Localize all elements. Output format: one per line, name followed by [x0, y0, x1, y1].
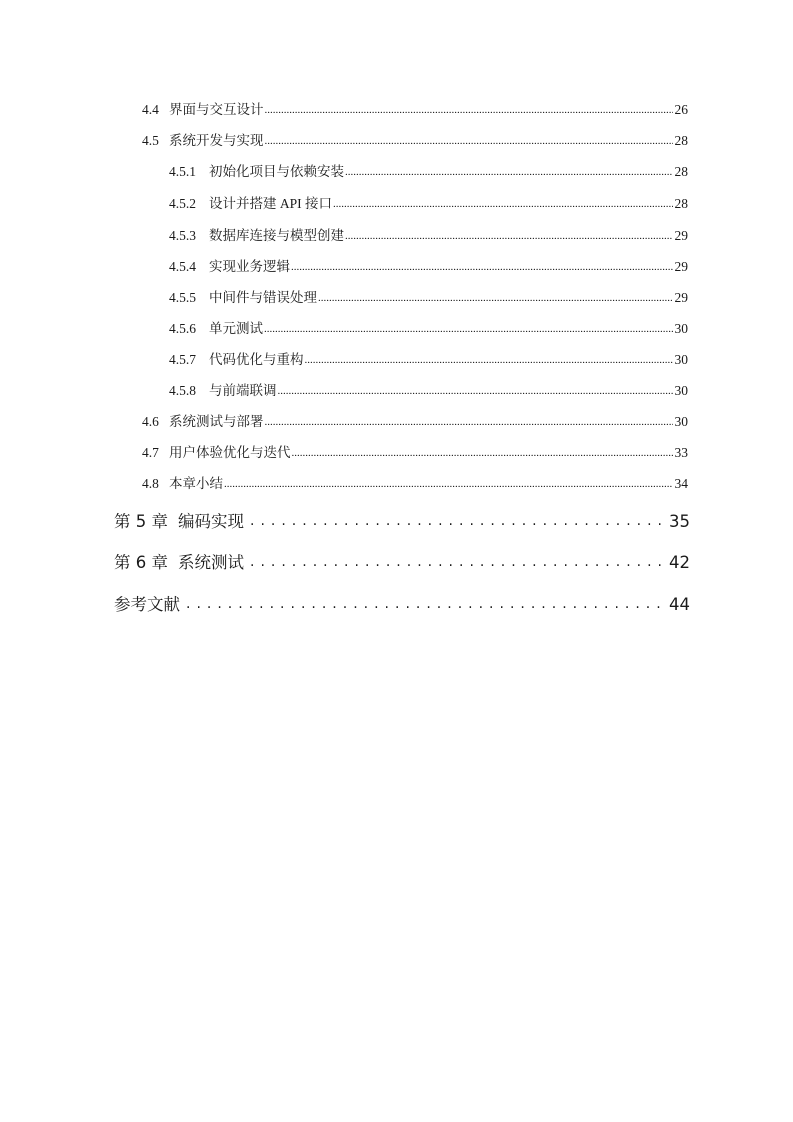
toc-section-number: 4.5.1: [169, 164, 196, 179]
toc-entry-4-5[interactable]: [142, 131, 688, 151]
toc-page-number: 30: [674, 321, 688, 336]
toc-page-number: 29: [674, 228, 688, 243]
toc-dot-leader: [278, 381, 674, 401]
toc-dot-leader: [265, 412, 674, 432]
toc-dot-leader: [345, 162, 673, 182]
toc-dot-leader: [265, 131, 674, 151]
toc-entry-4-5-2[interactable]: [169, 194, 688, 214]
toc-dot-leader: [250, 549, 665, 575]
toc-section-title: 与前端联调: [209, 383, 277, 398]
toc-chapter-5[interactable]: [114, 509, 690, 535]
toc-entry-4-7[interactable]: [142, 443, 688, 463]
toc-entry-4-5-8[interactable]: [169, 381, 688, 401]
toc-dot-leader: [224, 474, 673, 494]
toc-section-number: 4.4: [142, 102, 159, 117]
toc-section-title: 设计并搭建 API 接口: [209, 196, 333, 211]
toc-section-number: 4.5.5: [169, 290, 196, 305]
toc-dot-leader: [318, 288, 673, 308]
toc-section-title: 本章小结: [169, 476, 223, 491]
toc-section-number: 4.5.3: [169, 228, 196, 243]
toc-page-number: 42: [669, 553, 690, 572]
toc-section-title: 实现业务逻辑: [209, 259, 290, 274]
toc-entry-4-5-4[interactable]: [169, 257, 688, 277]
toc-section-title: 系统开发与实现: [169, 133, 264, 148]
toc-chapter-6[interactable]: [114, 550, 690, 576]
toc-section-title: 代码优化与重构: [209, 352, 304, 367]
toc-page-number: 34: [674, 476, 688, 491]
toc-dot-leader: [305, 350, 674, 370]
toc-section-number: 4.5.8: [169, 383, 196, 398]
toc-chapter-number: 第 5 章: [114, 512, 168, 531]
toc-page-number: 30: [674, 383, 688, 398]
toc-dot-leader: [265, 100, 674, 120]
toc-section-title: 初始化项目与依赖安装: [209, 164, 344, 179]
toc-page-number: 35: [669, 512, 690, 531]
toc-entry-4-4[interactable]: [142, 100, 688, 120]
toc-dot-leader: [250, 508, 665, 534]
toc-section-number: 4.5: [142, 133, 159, 148]
toc-section-title: 单元测试: [209, 321, 263, 336]
toc-entry-4-8[interactable]: [142, 474, 688, 494]
toc-entry-4-5-7[interactable]: [169, 350, 688, 370]
toc-section-number: 4.6: [142, 414, 159, 429]
toc-section-title: 界面与交互设计: [169, 102, 264, 117]
toc-section-number: 4.5.4: [169, 259, 196, 274]
toc-page-number: 33: [674, 445, 688, 460]
toc-entry-4-5-6[interactable]: [169, 319, 688, 339]
toc-page-number: 28: [674, 196, 688, 211]
toc-chapter-title: 系统测试: [178, 553, 244, 572]
toc-page-number: 29: [674, 259, 688, 274]
toc-section-number: 4.5.7: [169, 352, 196, 367]
toc-section-title: 数据库连接与模型创建: [209, 228, 344, 243]
toc-dot-leader: [186, 591, 665, 617]
toc-page-number: 28: [674, 133, 688, 148]
toc-dot-leader: [291, 257, 673, 277]
toc-dot-leader: [345, 226, 673, 246]
toc-section-title: 系统测试与部署: [169, 414, 264, 429]
toc-page-number: 29: [674, 290, 688, 305]
toc-entry-4-6[interactable]: [142, 412, 688, 432]
toc-page-number: 30: [674, 414, 688, 429]
toc-section-number: 4.5.2: [169, 196, 196, 211]
toc-section-number: 4.5.6: [169, 321, 196, 336]
toc-page-number: 30: [674, 352, 688, 367]
toc-dot-leader: [292, 443, 674, 463]
toc-page-number: 26: [674, 102, 688, 117]
toc-chapter-number: 第 6 章: [114, 553, 168, 572]
toc-dot-leader: [264, 319, 673, 339]
toc-section-number: 4.8: [142, 476, 159, 491]
toc-section-number: 4.7: [142, 445, 159, 460]
toc-dot-leader: [333, 194, 673, 214]
toc-entry-4-5-3[interactable]: [169, 226, 688, 246]
toc-references[interactable]: [114, 592, 690, 618]
toc-page-number: 44: [669, 595, 690, 614]
toc-entry-4-5-5[interactable]: [169, 288, 688, 308]
toc-section-title: 用户体验优化与迭代: [169, 445, 291, 460]
toc-entry-4-5-1[interactable]: [169, 162, 688, 182]
toc-chapter-title: 编码实现: [178, 512, 244, 531]
toc-chapter-title: 参考文献: [114, 595, 180, 614]
toc-section-title: 中间件与错误处理: [209, 290, 317, 305]
toc-page-number: 28: [674, 164, 688, 179]
